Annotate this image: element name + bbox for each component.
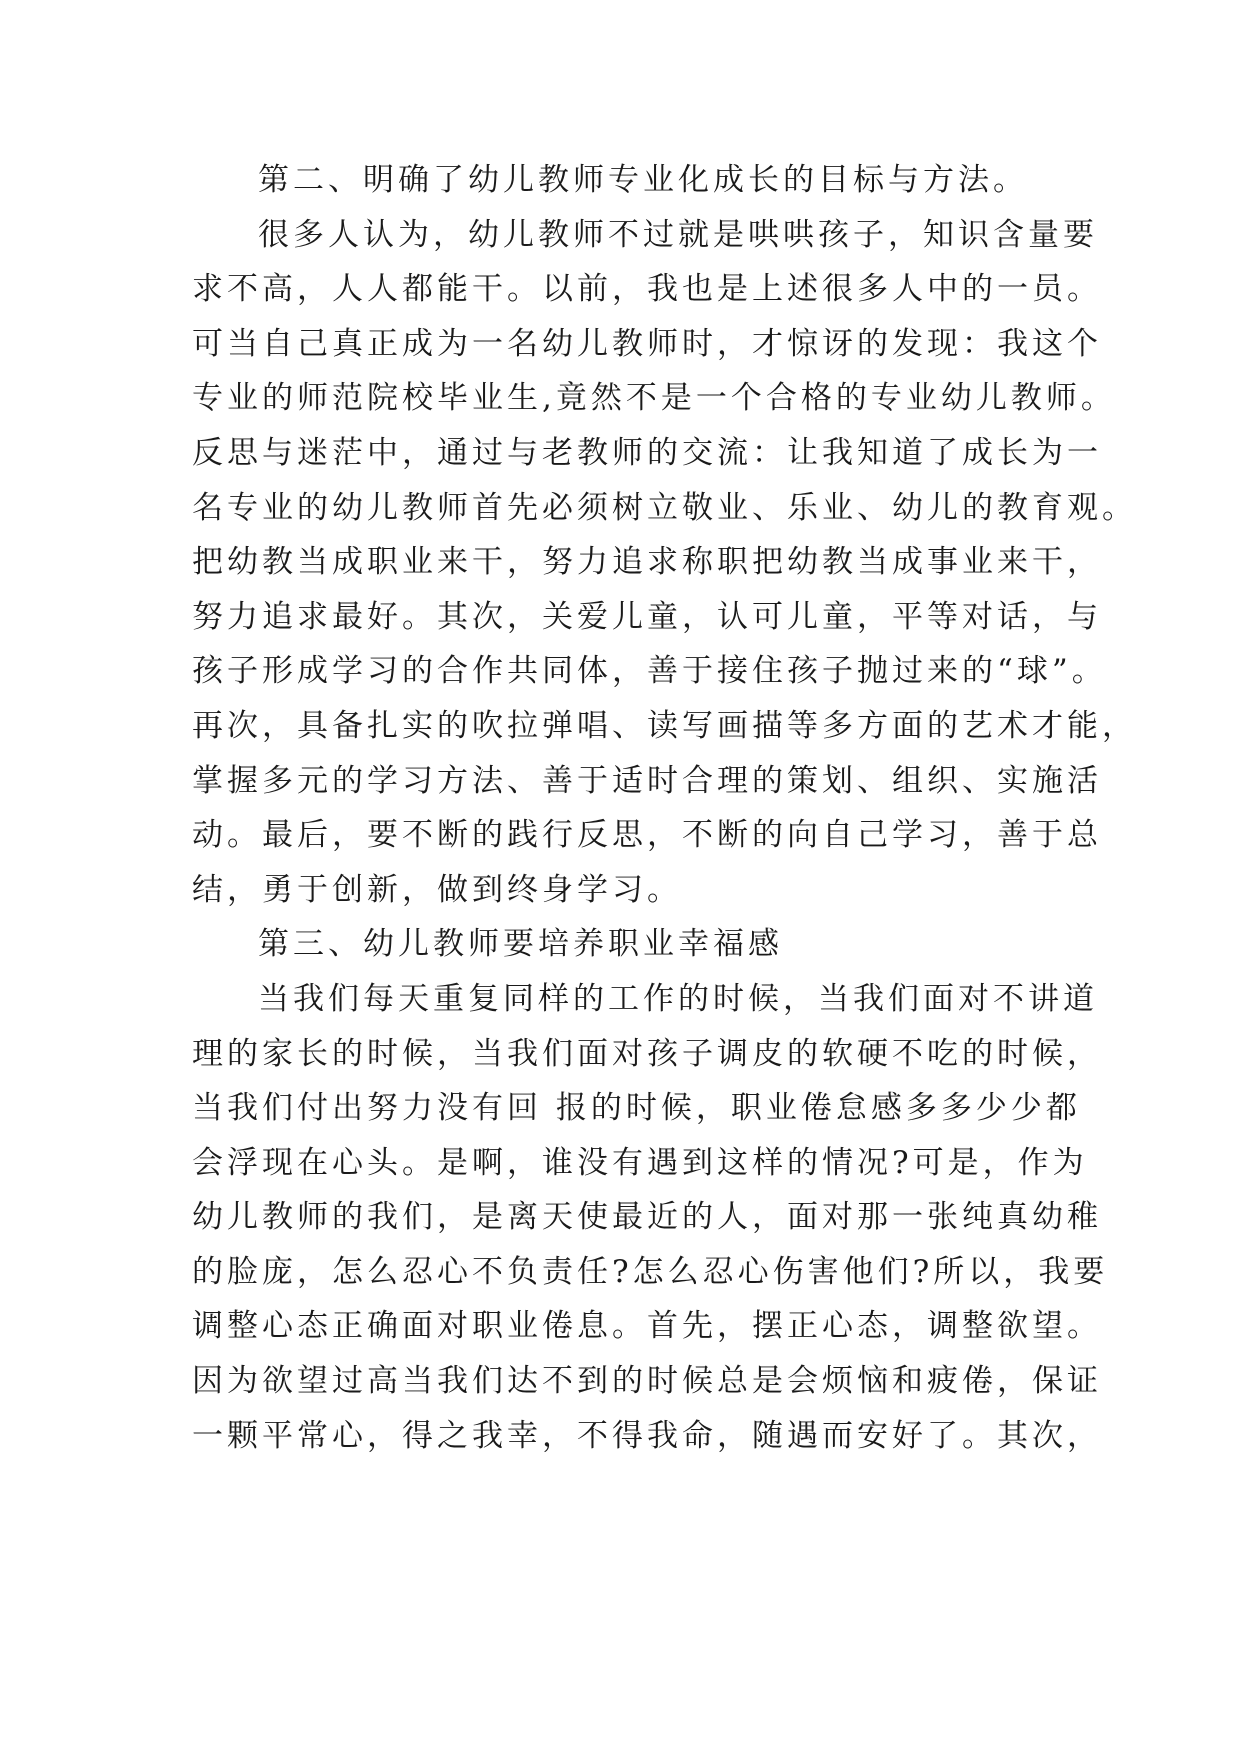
text-line: 名专业的幼儿教师首先必须树立敬业、乐业、幼儿的教育观。 bbox=[192, 489, 1137, 526]
document-body bbox=[192, 153, 1137, 1463]
text-line: 理的家长的时候，当我们面对孩子调皮的软硬不吃的时候， bbox=[192, 1035, 1102, 1072]
text-line: 孩子形成学习的合作共同体，善于接住孩子抛过来的“球”。 bbox=[192, 653, 1107, 690]
text-line: 反思与迷茫中，通过与老教师的交流：让我知道了成长为一 bbox=[192, 434, 1102, 471]
text-line: 求不高，人人都能干。以前，我也是上述很多人中的一员。 bbox=[192, 271, 1102, 308]
paragraph-first-line: 第二、明确了幼儿教师专业化成长的目标与方法。 bbox=[258, 162, 1028, 198]
paragraph-first-line: 第三、幼儿教师要培养职业幸福感 bbox=[258, 926, 783, 963]
text-line: 当我们付出努力没有回 报的时候，职业倦怠感多多少少都 bbox=[192, 1090, 1081, 1127]
text-line: 把幼教当成职业来干，努力追求称职把幼教当成事业来干， bbox=[192, 544, 1102, 581]
text-line: 的脸庞，怎么忍心不负责任?怎么忍心伤害他们?所以，我要 bbox=[192, 1253, 1109, 1290]
text-line: 掌握多元的学习方法、善于适时合理的策划、组织、实施活 bbox=[192, 762, 1102, 799]
text-line: 可当自己真正成为一名幼儿教师时，才惊讶的发现：我这个 bbox=[192, 325, 1102, 362]
text-line: 幼儿教师的我们，是离天使最近的人，面对那一张纯真幼稚 bbox=[192, 1199, 1102, 1236]
text-line: 调整心态正确面对职业倦息。首先，摆正心态，调整欲望。 bbox=[192, 1308, 1102, 1345]
text-line: 会浮现在心头。是啊，谁没有遇到这样的情况?可是，作为 bbox=[192, 1144, 1088, 1181]
paragraph-first-line: 很多人认为，幼儿教师不过就是哄哄孩子，知识含量要 bbox=[258, 216, 1098, 253]
paragraph-first-line: 当我们每天重复同样的工作的时候，当我们面对不讲道 bbox=[258, 980, 1098, 1017]
text-line: 一颗平常心，得之我幸，不得我命，随遇而安好了。其次， bbox=[192, 1417, 1102, 1454]
text-line: 再次，具备扎实的吹拉弹唱、读写画描等多方面的艺术才能， bbox=[192, 707, 1137, 744]
text-line: 专业的师范院校毕业生,竟然不是一个合格的专业幼儿教师。 bbox=[192, 380, 1116, 417]
text-line: 因为欲望过高当我们达不到的时候总是会烦恼和疲倦，保证 bbox=[192, 1363, 1102, 1400]
text-line: 结，勇于创新，做到终身学习。 bbox=[192, 871, 682, 908]
text-line: 动。最后，要不断的践行反思，不断的向自己学习，善于总 bbox=[192, 817, 1102, 854]
text-line: 努力追求最好。其次，关爱儿童，认可儿童，平等对话，与 bbox=[192, 598, 1102, 635]
